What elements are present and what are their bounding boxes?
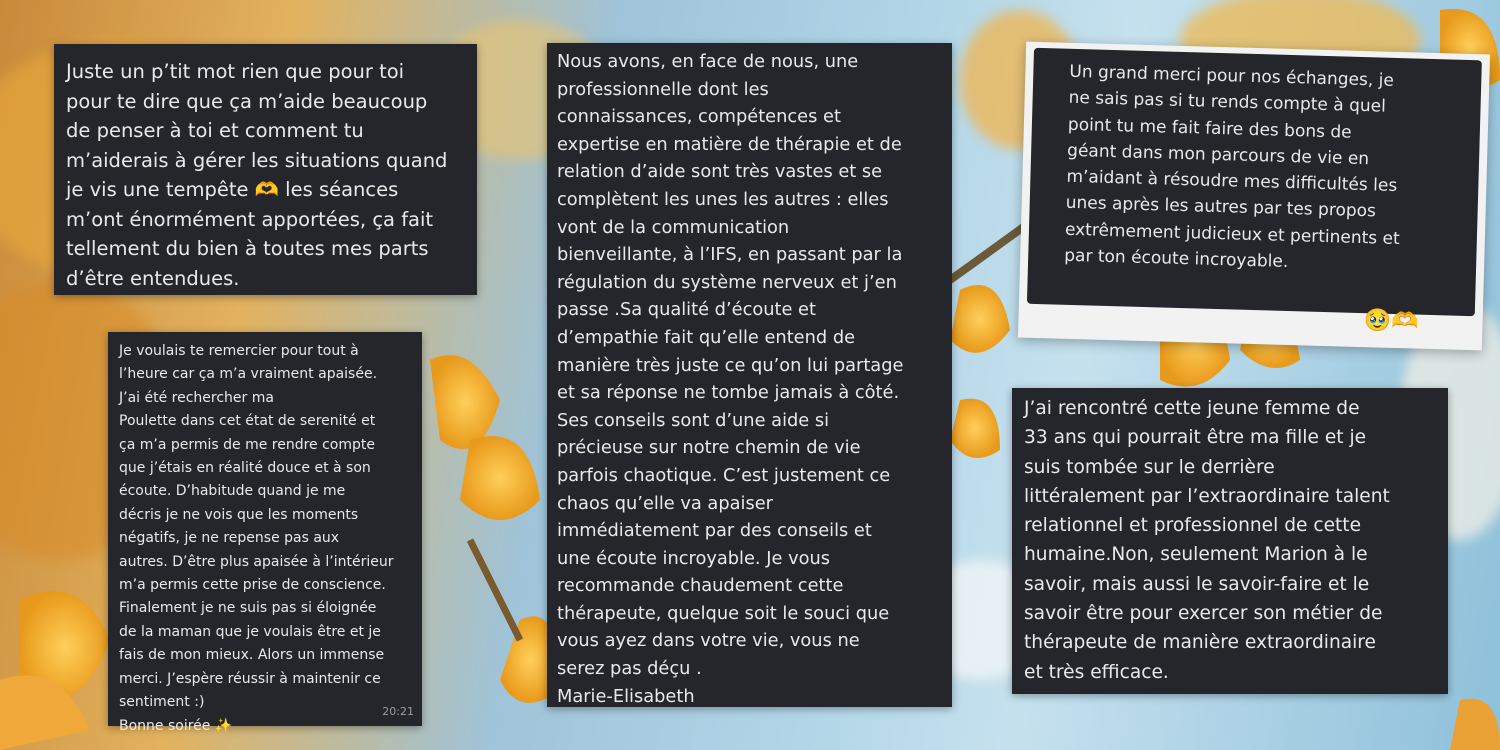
testimonial-text: Juste un p’tit mot rien que pour toi pour te dire que ça m’aide beaucoup de penser à toi et comment tu m’aiderais à gérer les situations quand je vis une tempête 🫶 les séances m’ont énormément apportées, ça fait tellement du bien à toutes mes parts d’être entendues.: [66, 60, 448, 290]
testimonial-card: [54, 44, 477, 295]
testimonial-text: J’ai rencontré cette jeune femme de 33 ans qui pourrait être ma fille et je suis tombée sur le derrière littéralement par l’extraordinaire talent relationnel et professionnel de cette humaine.Non, seulement Marion à le savoir, mais aussi le savoir-faire et le savoir être pour exercer son métier de thérapeute de manière extraordinaire et très efficace.: [1024, 398, 1390, 683]
message-timestamp: 20:21: [382, 704, 414, 718]
emoji-reaction-icon: 🥹🫶: [1363, 308, 1419, 335]
testimonial-screenshot-card: [1018, 42, 1490, 351]
testimonial-text: Nous avons, en face de nous, une professionnelle dont les connaissances, compétences et expertise en matière de thérapie et de relation d’aide sont très vastes et se complètent les unes les autres : elles vont de la communication bienveillante, à l’IFS, en passant par la régulation du système nerveux et j’en passe .Sa qualité d’écoute et d’empathie fait qu’elle entend de manière très juste ce qu’on lui partage et sa réponse ne tombe jamais à côté. Ses conseils sont d’une aide si précieuse sur notre chemin de vie parfois chaotique. C’est justement ce chaos qu’elle va apaiser immédiatement par des conseils et une écoute incroyable. Je vous recommande chaudement cette thérapeute, quelque soit le souci que vous ayez dans votre vie, vous ne serez pas déçu . Marie-Elisabeth: [557, 51, 904, 707]
testimonial-text: Je voulais te remercier pour tout à l’heure car ça m’a vraiment apaisée. J’ai été rechercher ma Poulette dans cet état de serenité et ça m’a permis de me rendre compte que j’étais en réalité douce et à son écoute. D’habitude quand je me décris je ne vois que les moments négatifs, je ne repense pas aux autres. D’être plus apaisée à l’intérieur m’a permis cette prise de conscience. Finalement je ne suis pas si éloignée de la maman que je voulais être et je fais de mon mieux. Alors un immense merci. J’espère réussir à maintenir ce sentiment :) Bonne soirée ✨: [119, 343, 394, 734]
testimonial-card: [1012, 388, 1448, 694]
testimonial-card: [108, 332, 422, 734]
testimonial-text: Un grand merci pour nos échanges, je ne sais pas si tu rends compte à quel point tu me fait faire des bons de géant dans mon parcours de vie en m’aidant à résoudre mes difficultés les unes après les autres par tes propos extrêmement judicieux et pertinents et par ton écoute incroyable.: [1063, 61, 1400, 273]
testimonial-card: [547, 43, 952, 707]
message-bubble: [1027, 48, 1482, 316]
